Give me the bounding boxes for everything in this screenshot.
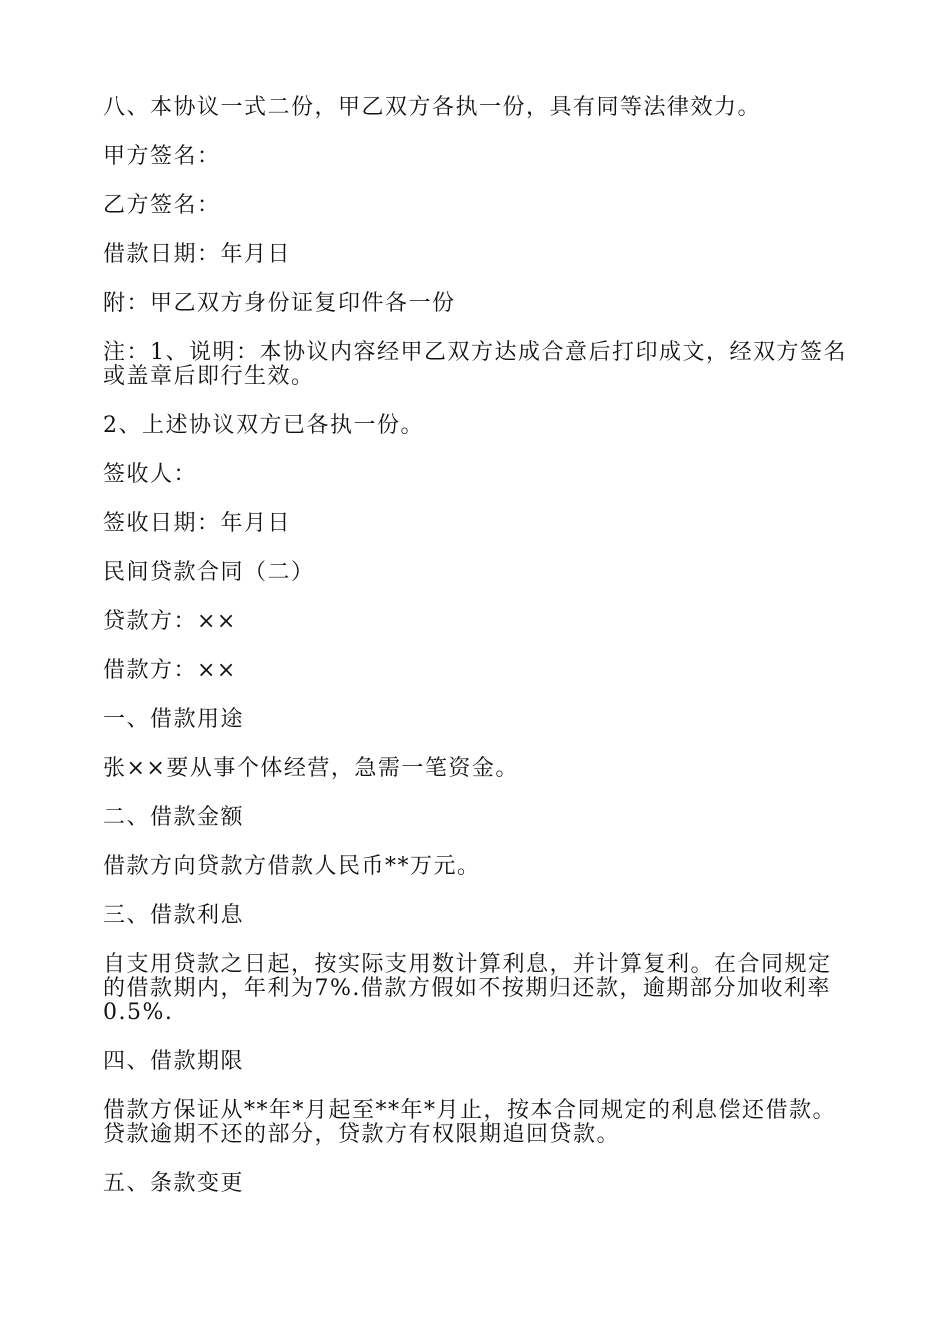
note-one: 注：1、说明：本协议内容经甲乙双方达成合意后打印成文，经双方签名或盖章后即行生效。 [103,340,847,389]
clause-eight: 八、本协议一式二份，甲乙双方各执一份，具有同等法律效力。 [103,95,762,120]
loan-date: 借款日期：年月日 [103,242,292,267]
section-term-text: 借款方保证从**年*月起至**年*月止，按本合同规定的利息偿还借款。贷款逾期不还的部分，贷款方有权限期追回贷款。 [103,1098,837,1147]
section-interest-text: 自支用贷款之日起，按实际支用数计算利息，并计算复利。在合同规定的借款期内，年利为7%.借款方假如不按期归还款，逾期部分加收利率0.5%. [103,952,832,1025]
attachment-note: 附：甲乙双方身份证复印件各一份 [103,291,456,316]
contract-title: 民间贷款合同（二） [103,560,315,585]
party-a-signature: 甲方签名： [103,144,221,169]
section-term-heading: 四、借款期限 [103,1049,245,1074]
section-amount-text: 借款方向贷款方借款人民币**万元。 [103,854,481,879]
receiver-signature: 签收人： [103,462,198,487]
receipt-date: 签收日期：年月日 [103,511,292,536]
section-change-heading: 五、条款变更 [103,1171,245,1196]
document-body [103,96,851,1221]
section-interest-heading: 三、借款利息 [103,903,245,928]
party-b-signature: 乙方签名： [103,193,221,218]
borrower: 借款方：×× [103,658,237,683]
section-amount-heading: 二、借款金额 [103,805,245,830]
note-two: 2、上述协议双方已各执一份。 [103,413,424,438]
section-purpose-text: 张××要从事个体经营，急需一笔资金。 [103,756,519,781]
lender: 贷款方：×× [103,609,237,634]
section-purpose-heading: 一、借款用途 [103,707,245,732]
